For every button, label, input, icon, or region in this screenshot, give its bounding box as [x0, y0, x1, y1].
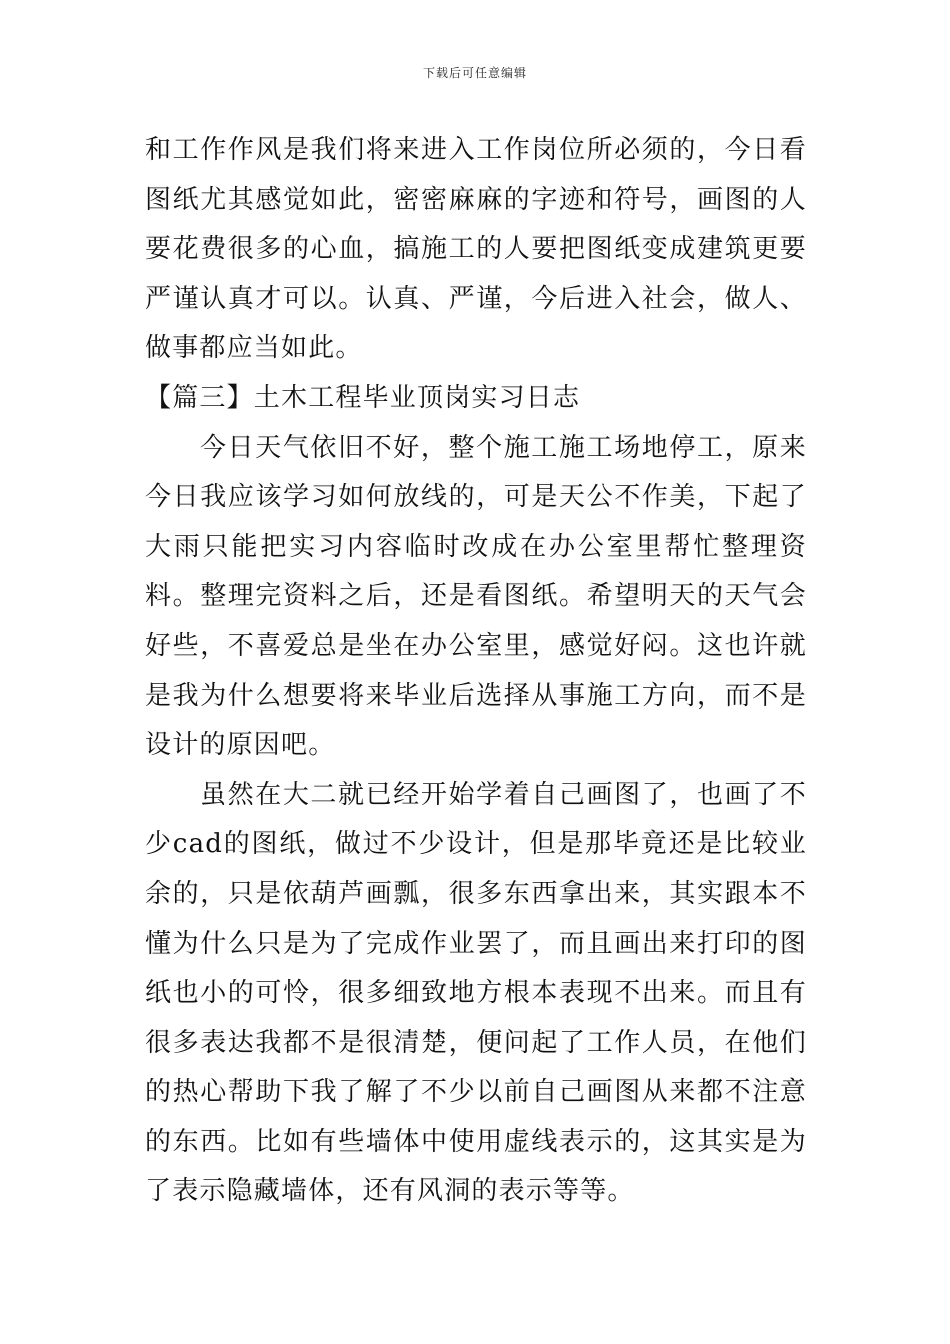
section-heading: 【篇三】土木工程毕业顶岗实习日志 — [145, 382, 581, 413]
continuation-paragraph: 和工作作风是我们将来进入工作岗位所必须的，今日看图纸尤其感觉如此，密密麻麻的字迹和符号，画图的人要花费很多的心血，搞施工的人要把图纸变成建筑更要严谨认真才可以。认真、严谨，今后进入社会，做人、做事都应当如此。 — [145, 135, 807, 364]
body-paragraph-1: 今日天气依旧不好，整个施工施工场地停工，原来今日我应该学习如何放线的，可是天公不作美，下起了大雨只能把实习内容临时改成在办公室里帮忙整理资料。整理完资料之后，还是看图纸。希望明天的天气会好些，不喜爱总是坐在办公室里，感觉好闷。这也许就是我为什么想要将来毕业后选择从事施工方向，而不是设计的原因吧。 — [145, 432, 807, 761]
body-paragraph-2: 虽然在大二就已经开始学着自己画图了，也画了不少cad的图纸，做过不少设计，但是那毕竟还是比较业余的，只是依葫芦画瓢，很多东西拿出来，其实跟本不懂为什么只是为了完成作业罢了，而且画出来打印的图纸也小的可怜，很多细致地方根本表现不出来。而且有很多表达我都不是很清楚，便问起了工作人员，在他们的热心帮助下我了解了不少以前自己画图从来都不注意的东西。比如有些墙体中使用虚线表示的，这其实是为了表示隐藏墙体，还有风洞的表示等等。 — [145, 779, 807, 1207]
document-body — [145, 126, 807, 1217]
page-header: 下载后可任意编辑 — [422, 66, 527, 80]
